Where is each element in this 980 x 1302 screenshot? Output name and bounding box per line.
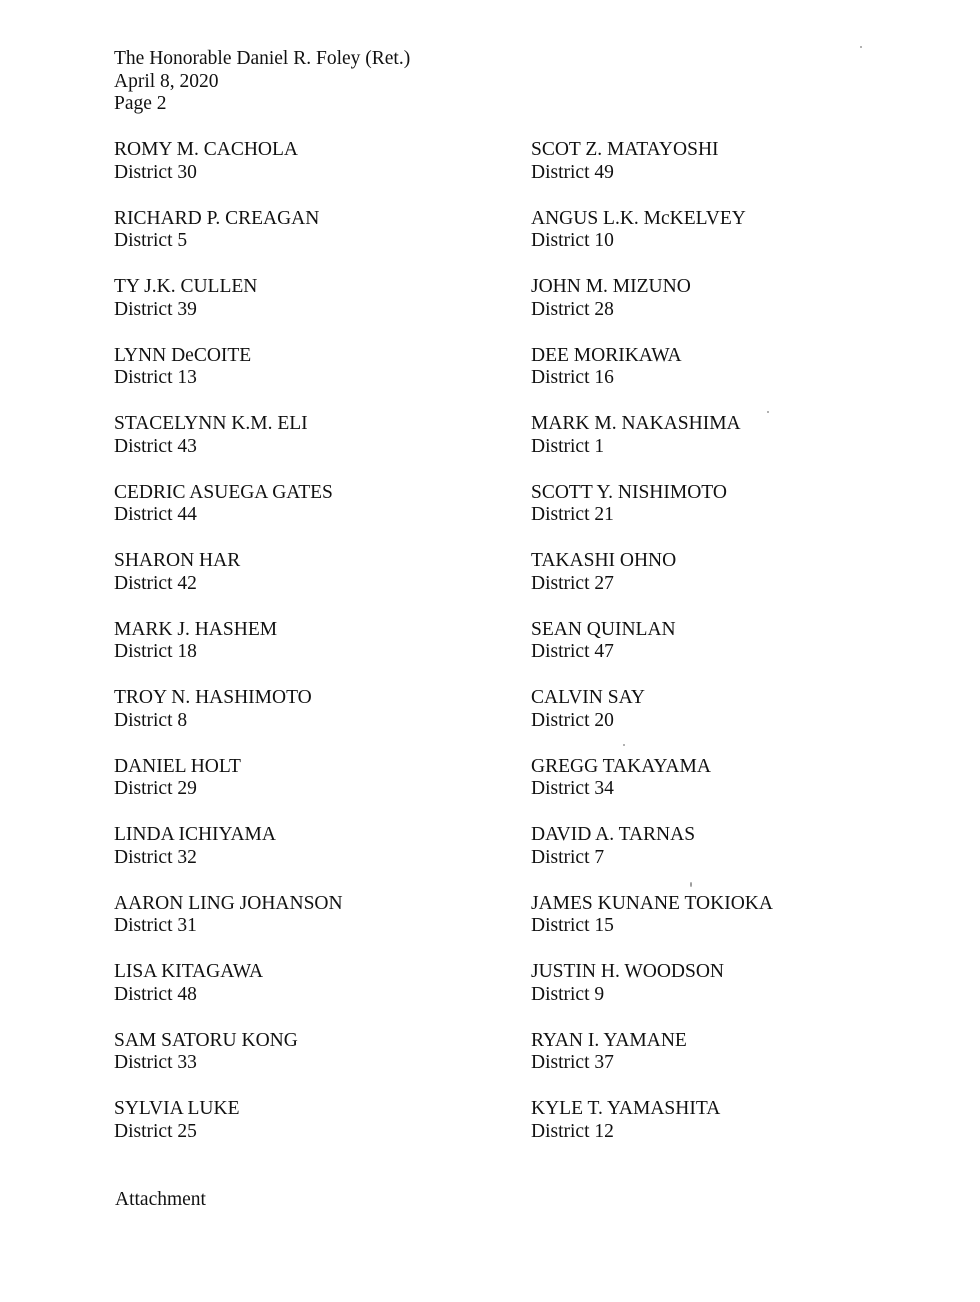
member-entry <box>531 1030 773 1099</box>
member-entry <box>114 139 343 208</box>
page-number: Page 2 <box>114 93 167 114</box>
member-name: ROMY M. CACHOLA <box>114 139 299 160</box>
member-district: District 32 <box>114 846 197 868</box>
member-district: District 25 <box>114 1120 197 1142</box>
member-entry <box>114 276 343 345</box>
member-name: LISA KITAGAWA <box>114 961 264 982</box>
member-name: TAKASHI OHNO <box>531 550 677 571</box>
member-entry <box>531 208 773 277</box>
member-district: District 1 <box>531 435 605 457</box>
member-entry <box>531 413 773 482</box>
scan-speck <box>690 882 692 887</box>
member-entry <box>114 550 343 619</box>
member-entry <box>531 961 773 1030</box>
member-entry <box>531 619 773 688</box>
member-entry <box>114 687 343 756</box>
member-district: District 49 <box>531 161 614 183</box>
member-district: District 43 <box>114 435 197 457</box>
member-district: District 44 <box>114 504 197 525</box>
member-district: District 42 <box>114 572 197 594</box>
member-name: SEAN QUINLAN <box>531 618 676 640</box>
member-entry <box>531 893 773 962</box>
member-entry <box>531 756 773 825</box>
member-district: District 30 <box>114 161 197 183</box>
member-name: JOHN M. MIZUNO <box>531 276 691 297</box>
letter-header <box>114 48 410 116</box>
right-member-column <box>531 139 773 1167</box>
member-district: District 48 <box>114 983 197 1005</box>
letter-date: April 8, 2020 <box>114 70 219 92</box>
member-district: District 7 <box>531 846 605 868</box>
member-district: District 34 <box>531 778 614 799</box>
member-name: MARK J. HASHEM <box>114 618 278 640</box>
member-name: STACELYNN K.M. ELI <box>114 413 308 434</box>
attachment-note: Attachment <box>115 1189 206 1210</box>
member-entry <box>114 824 343 893</box>
member-entry <box>114 756 343 825</box>
member-name: LINDA ICHIYAMA <box>114 824 276 845</box>
member-district: District 15 <box>531 915 614 936</box>
member-district: District 10 <box>531 230 614 251</box>
member-district: District 33 <box>114 1052 197 1073</box>
member-name: JUSTIN H. WOODSON <box>531 961 725 982</box>
member-entry <box>114 482 343 551</box>
member-name: DEE MORIKAWA <box>531 344 682 366</box>
member-district: District 16 <box>531 367 614 388</box>
member-name: TY J.K. CULLEN <box>114 276 258 297</box>
member-name: MARK M. NAKASHIMA <box>531 413 741 434</box>
scan-speck <box>767 411 769 413</box>
member-name: TROY N. HASHIMOTO <box>114 687 312 708</box>
member-district: District 28 <box>531 298 614 320</box>
member-name: SCOTT Y. NISHIMOTO <box>531 481 727 503</box>
member-name: SAM SATORU KONG <box>114 1029 298 1051</box>
member-entry <box>531 276 773 345</box>
member-entry <box>531 824 773 893</box>
member-district: District 20 <box>531 709 614 731</box>
member-district: District 27 <box>531 572 614 594</box>
member-name: JAMES KUNANE TOKIOKA <box>531 892 773 914</box>
member-name: SCOT Z. MATAYOSHI <box>531 139 719 160</box>
member-entry <box>531 550 773 619</box>
addressee: The Honorable Daniel R. Foley (Ret.) <box>114 48 411 69</box>
member-name: CALVIN SAY <box>531 687 645 708</box>
member-name: RICHARD P. CREAGAN <box>114 207 320 229</box>
member-district: District 13 <box>114 367 197 388</box>
member-name: SYLVIA LUKE <box>114 1098 240 1119</box>
member-district: District 29 <box>114 778 197 799</box>
member-name: LYNN DeCOITE <box>114 344 252 366</box>
member-district: District 12 <box>531 1120 614 1142</box>
member-name: AARON LING JOHANSON <box>114 892 343 914</box>
member-entry <box>114 619 343 688</box>
member-district: District 8 <box>114 709 188 731</box>
member-entry <box>531 482 773 551</box>
member-district: District 37 <box>531 1052 614 1073</box>
member-name: DAVID A. TARNAS <box>531 824 696 845</box>
member-entry <box>114 345 343 414</box>
member-entry <box>531 687 773 756</box>
member-district: District 47 <box>531 641 614 662</box>
member-district: District 39 <box>114 298 197 320</box>
member-entry <box>114 893 343 962</box>
member-name: RYAN I. YAMANE <box>531 1029 687 1051</box>
member-entry <box>114 413 343 482</box>
member-name: DANIEL HOLT <box>114 755 241 777</box>
member-name: CEDRIC ASUEGA GATES <box>114 481 333 503</box>
member-district: District 31 <box>114 915 197 936</box>
member-entry <box>531 1098 773 1167</box>
scan-speck <box>860 46 862 48</box>
member-entry <box>114 208 343 277</box>
member-entry <box>114 961 343 1030</box>
member-entry <box>114 1098 343 1167</box>
left-member-column <box>114 139 343 1167</box>
member-district: District 21 <box>531 504 614 525</box>
member-entry <box>114 1030 343 1099</box>
member-name: GREGG TAKAYAMA <box>531 755 711 777</box>
member-name: KYLE T. YAMASHITA <box>531 1098 721 1119</box>
member-entry <box>531 139 773 208</box>
member-entry <box>531 345 773 414</box>
member-district: District 18 <box>114 641 197 662</box>
member-name: ANGUS L.K. McKELVEY <box>531 207 746 229</box>
member-district: District 9 <box>531 983 605 1005</box>
member-name: SHARON HAR <box>114 550 241 571</box>
scan-speck <box>623 744 625 746</box>
member-district: District 5 <box>114 230 188 251</box>
